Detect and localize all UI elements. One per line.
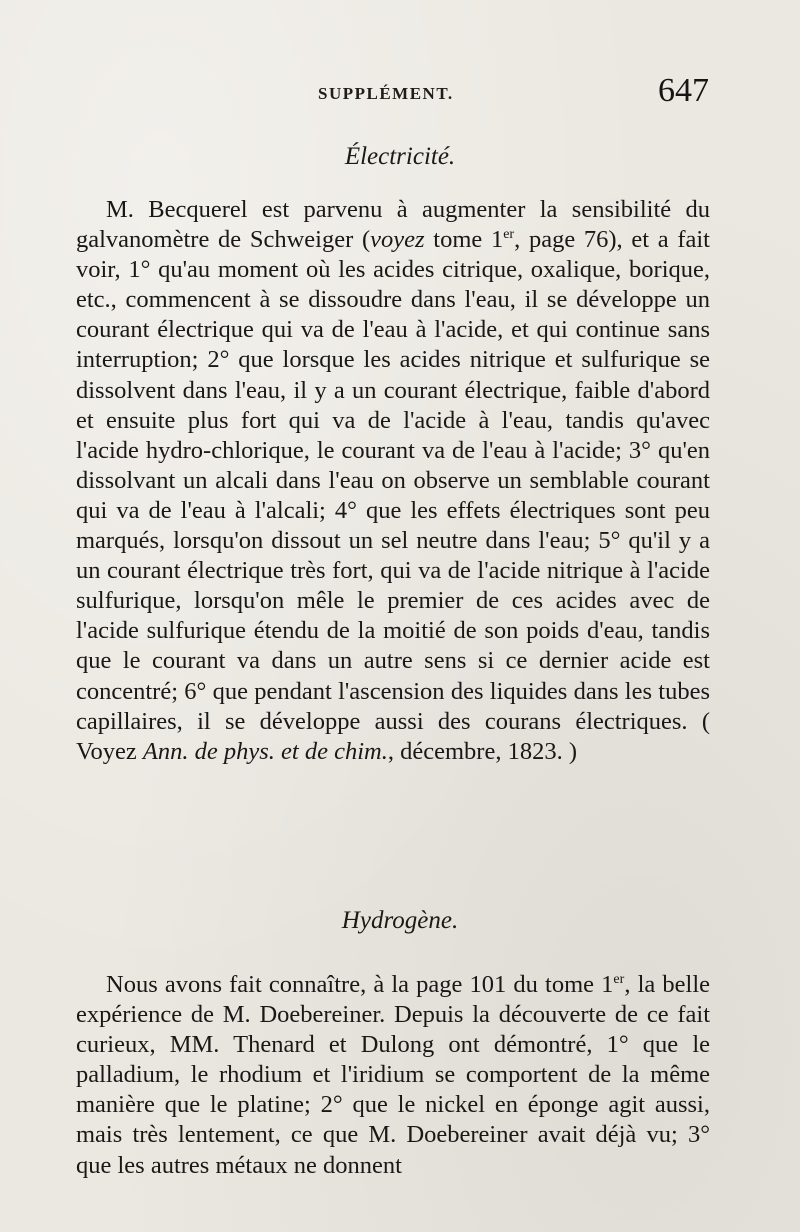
text-run-italic: voyez: [370, 226, 425, 254]
superscript: er: [613, 971, 625, 987]
text-run: , la belle expérience de M. Doebereiner. Depuis la découverte de ce fait curieux, MM. Thenard et Dulong ont démontré, 1° que le palladium, le rhodium et l'iridium se comportent de la même manière que le platine; 2° que le nickel en éponge agit aussi, mais très lentement, ce que M. Doebereiner avait déjà vu; 3° que les autres métaux ne donnent: [76, 971, 710, 1179]
page-header: [0, 72, 800, 112]
section-title-hydrogene: Hydrogène.: [341, 907, 459, 934]
paragraph-electricite: [76, 195, 710, 767]
text-run: Nous avons fait connaître, à la page 101 du tome 1: [106, 971, 614, 998]
paragraph-hydrogene: [76, 970, 710, 1181]
running-head: SUPPLÉMENT.: [318, 84, 454, 103]
superscript: er: [503, 226, 515, 242]
section-hydrogene: [76, 970, 710, 1181]
text-run-italic: Ann. de phys. et de chim.: [142, 737, 388, 765]
text-run: tome 1: [424, 226, 504, 254]
text-run: , décembre, 1823. ): [387, 737, 577, 765]
section-electricite: [76, 195, 710, 767]
page-number: 647: [658, 72, 709, 109]
section-title-electricite: Électricité.: [344, 143, 456, 170]
text-run: , page 76), et a fait voir, 1° qu'au moment où les acides citrique, oxalique, borique, etc., commencent à se dissoudre dans l'eau, il se développe un courant électrique qui va de l'eau à l'acide, et qui continue sans interruption; 2° que lorsque les acides nitrique et sulfurique se dissolvent dans l'eau, il y a un courant électrique, faible d'abord et ensuite plus fort qui va de l'acide à l'eau, tandis qu'avec l'acide hydro-chlorique, le courant va de l'eau à l'acide; 3° qu'en dissolvant un alcali dans l'eau on observe un semblable courant qui va de l'eau à l'alcali; 4° que les effets électriques sont peu marqués, lorsqu'on dissout un sel neutre dans l'eau; 5° qu'il y a un courant électrique très fort, qui va de l'acide nitrique à l'acide sulfurique, lorsqu'on mêle le premier de ces acides avec de l'acide sulfurique étendu de la moitié de son poids d'eau, tandis que le courant va dans un autre sens si ce dernier acide est concentré; 6° que pendant l'ascension des liquides dans les tubes capillaires, il se développe aussi des courans électriques. ( Voyez: [76, 226, 710, 765]
text-run: M. Becquerel est parvenu à augmenter la sensibilité du galvanomètre de Schweiger (: [76, 196, 710, 254]
